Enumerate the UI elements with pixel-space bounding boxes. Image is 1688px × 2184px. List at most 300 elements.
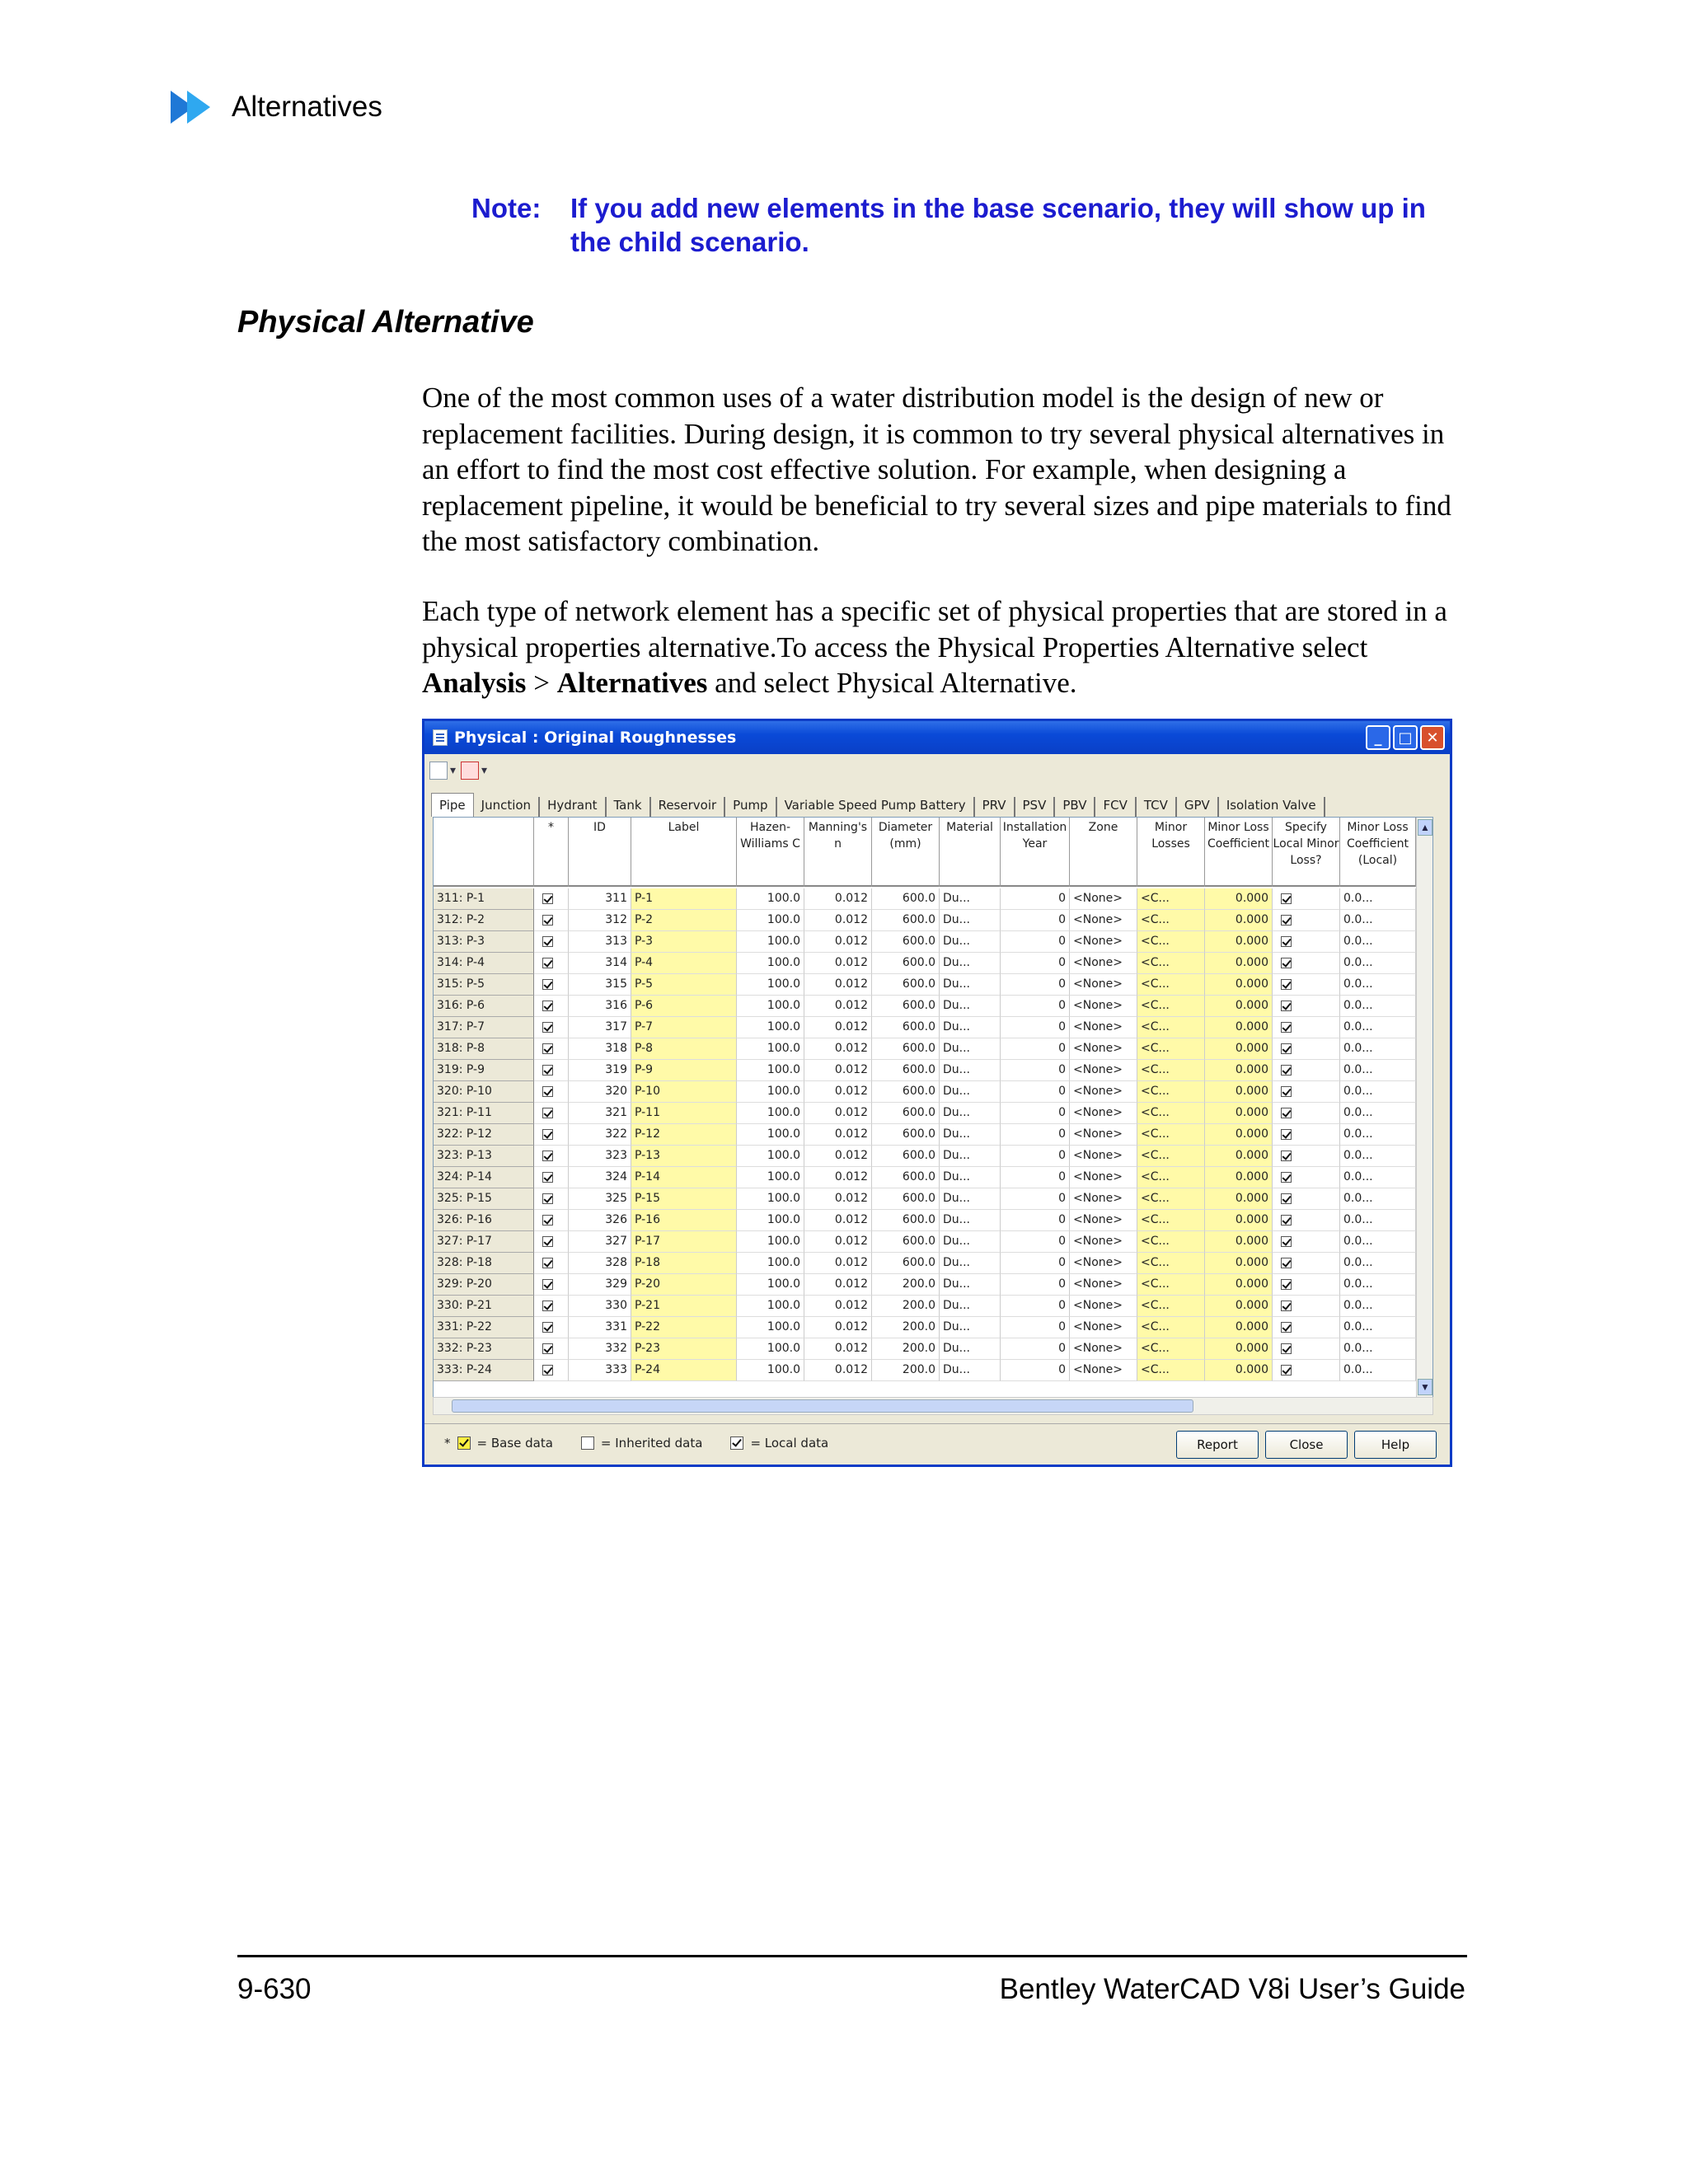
table-cell[interactable]: P-5: [631, 974, 737, 996]
table-cell[interactable]: 600.0: [872, 1167, 940, 1188]
table-row[interactable]: [434, 953, 1432, 974]
table-cell[interactable]: 100.0: [737, 1274, 804, 1296]
row-header[interactable]: 320: P-10: [434, 1081, 534, 1103]
table-cell[interactable]: 317: [569, 1017, 631, 1038]
column-header[interactable]: Zone: [1070, 818, 1137, 887]
table-cell[interactable]: 100.0: [737, 1360, 804, 1381]
table-cell[interactable]: 0.000: [1205, 1338, 1273, 1360]
column-header[interactable]: Diameter (mm): [872, 818, 940, 887]
table-cell[interactable]: 0.012: [804, 996, 872, 1017]
table-cell[interactable]: <C...: [1137, 1253, 1205, 1274]
row-header[interactable]: 314: P-4: [434, 953, 534, 974]
table-cell[interactable]: <None>: [1070, 931, 1137, 953]
scroll-down-icon[interactable]: ▼: [1418, 1379, 1432, 1395]
table-cell[interactable]: P-4: [631, 953, 737, 974]
table-cell[interactable]: 600.0: [872, 1060, 940, 1081]
horizontal-scroll-thumb[interactable]: [452, 1399, 1193, 1413]
table-cell[interactable]: <None>: [1070, 1231, 1137, 1253]
tab-gpv[interactable]: GPV: [1177, 797, 1219, 817]
checkbox-checked-icon[interactable]: [542, 979, 553, 990]
table-row[interactable]: [434, 1210, 1432, 1231]
checkbox-cell[interactable]: [1273, 1081, 1340, 1103]
table-cell[interactable]: Du...: [940, 974, 1001, 996]
table-cell[interactable]: P-1: [631, 888, 737, 910]
table-cell[interactable]: P-23: [631, 1338, 737, 1360]
table-cell[interactable]: 600.0: [872, 1253, 940, 1274]
table-cell[interactable]: <C...: [1137, 1124, 1205, 1146]
checkbox-checked-icon[interactable]: [1281, 1129, 1292, 1140]
row-header[interactable]: 312: P-2: [434, 910, 534, 931]
checkbox-checked-icon[interactable]: [1281, 1108, 1292, 1118]
checkbox-cell[interactable]: [534, 1146, 569, 1167]
table-cell[interactable]: <C...: [1137, 1274, 1205, 1296]
checkbox-cell[interactable]: [534, 910, 569, 931]
table-cell[interactable]: 600.0: [872, 910, 940, 931]
row-header[interactable]: 331: P-22: [434, 1317, 534, 1338]
table-cell[interactable]: 324: [569, 1167, 631, 1188]
table-row[interactable]: [434, 1060, 1432, 1081]
table-cell[interactable]: 0.000: [1205, 1253, 1273, 1274]
checkbox-checked-icon[interactable]: [1281, 1215, 1292, 1226]
table-cell[interactable]: Du...: [940, 953, 1001, 974]
table-cell[interactable]: 330: [569, 1296, 631, 1317]
checkbox-checked-icon[interactable]: [542, 1322, 553, 1333]
table-cell[interactable]: 0: [1001, 1274, 1070, 1296]
checkbox-cell[interactable]: [534, 1338, 569, 1360]
table-cell[interactable]: 100.0: [737, 910, 804, 931]
table-cell[interactable]: <C...: [1137, 910, 1205, 931]
checkbox-cell[interactable]: [1273, 1274, 1340, 1296]
table-cell[interactable]: Du...: [940, 1231, 1001, 1253]
table-cell[interactable]: 0.0...: [1340, 1060, 1416, 1081]
table-cell[interactable]: 0.0...: [1340, 931, 1416, 953]
table-cell[interactable]: 100.0: [737, 1296, 804, 1317]
table-cell[interactable]: Du...: [940, 1017, 1001, 1038]
table-cell[interactable]: 0.000: [1205, 974, 1273, 996]
column-header[interactable]: [434, 818, 534, 887]
table-cell[interactable]: 322: [569, 1124, 631, 1146]
table-cell[interactable]: P-16: [631, 1210, 737, 1231]
table-cell[interactable]: 100.0: [737, 996, 804, 1017]
table-cell[interactable]: 0: [1001, 1188, 1070, 1210]
table-cell[interactable]: <C...: [1137, 953, 1205, 974]
table-cell[interactable]: 0.0...: [1340, 1188, 1416, 1210]
table-cell[interactable]: 0.000: [1205, 1360, 1273, 1381]
column-header[interactable]: Material: [940, 818, 1001, 887]
table-cell[interactable]: 0: [1001, 996, 1070, 1017]
vertical-scrollbar[interactable]: [1416, 818, 1432, 1397]
checkbox-cell[interactable]: [1273, 1103, 1340, 1124]
table-cell[interactable]: 600.0: [872, 953, 940, 974]
table-cell[interactable]: 0: [1001, 1231, 1070, 1253]
table-cell[interactable]: Du...: [940, 1338, 1001, 1360]
table-cell[interactable]: 600.0: [872, 931, 940, 953]
tab-tcv[interactable]: TCV: [1137, 797, 1177, 817]
column-header[interactable]: Minor Losses: [1137, 818, 1205, 887]
table-cell[interactable]: <C...: [1137, 1038, 1205, 1060]
checkbox-checked-icon[interactable]: [1281, 1043, 1292, 1054]
table-cell[interactable]: 200.0: [872, 1360, 940, 1381]
table-cell[interactable]: <None>: [1070, 1124, 1137, 1146]
table-cell[interactable]: <C...: [1137, 1231, 1205, 1253]
table-row[interactable]: [434, 1188, 1432, 1210]
table-cell[interactable]: Du...: [940, 1360, 1001, 1381]
checkbox-checked-icon[interactable]: [1281, 1365, 1292, 1376]
table-cell[interactable]: P-8: [631, 1038, 737, 1060]
checkbox-cell[interactable]: [1273, 974, 1340, 996]
table-cell[interactable]: 600.0: [872, 1146, 940, 1167]
table-cell[interactable]: Du...: [940, 1124, 1001, 1146]
checkbox-checked-icon[interactable]: [1281, 1022, 1292, 1033]
checkbox-cell[interactable]: [1273, 1231, 1340, 1253]
table-cell[interactable]: 0.0...: [1340, 1081, 1416, 1103]
table-cell[interactable]: 600.0: [872, 1103, 940, 1124]
table-cell[interactable]: 0.012: [804, 1081, 872, 1103]
table-cell[interactable]: <None>: [1070, 996, 1137, 1017]
row-header[interactable]: 328: P-18: [434, 1253, 534, 1274]
table-cell[interactable]: 100.0: [737, 1146, 804, 1167]
checkbox-checked-icon[interactable]: [1281, 1258, 1292, 1268]
table-cell[interactable]: 0: [1001, 1296, 1070, 1317]
table-row[interactable]: [434, 1081, 1432, 1103]
table-cell[interactable]: 0.012: [804, 1167, 872, 1188]
row-header[interactable]: 311: P-1: [434, 888, 534, 910]
table-cell[interactable]: P-24: [631, 1360, 737, 1381]
table-cell[interactable]: 0.0...: [1340, 1103, 1416, 1124]
table-cell[interactable]: 0.0...: [1340, 1317, 1416, 1338]
table-cell[interactable]: 0.000: [1205, 1210, 1273, 1231]
table-cell[interactable]: 0.0...: [1340, 1253, 1416, 1274]
table-cell[interactable]: 600.0: [872, 1081, 940, 1103]
table-cell[interactable]: 0.012: [804, 1146, 872, 1167]
table-cell[interactable]: 0.012: [804, 1338, 872, 1360]
checkbox-cell[interactable]: [1273, 1124, 1340, 1146]
checkbox-cell[interactable]: [534, 1124, 569, 1146]
checkbox-cell[interactable]: [1273, 910, 1340, 931]
checkbox-cell[interactable]: [1273, 1167, 1340, 1188]
table-cell[interactable]: <C...: [1137, 1103, 1205, 1124]
table-cell[interactable]: 320: [569, 1081, 631, 1103]
table-cell[interactable]: 333: [569, 1360, 631, 1381]
table-cell[interactable]: 0: [1001, 888, 1070, 910]
tab-hydrant[interactable]: Hydrant: [540, 797, 606, 817]
table-cell[interactable]: 600.0: [872, 888, 940, 910]
table-cell[interactable]: 100.0: [737, 953, 804, 974]
table-cell[interactable]: 0.012: [804, 1296, 872, 1317]
checkbox-checked-icon[interactable]: [542, 936, 553, 947]
row-header[interactable]: 323: P-13: [434, 1146, 534, 1167]
table-cell[interactable]: 0.0...: [1340, 1210, 1416, 1231]
checkbox-cell[interactable]: [1273, 931, 1340, 953]
table-cell[interactable]: Du...: [940, 910, 1001, 931]
checkbox-cell[interactable]: [1273, 1296, 1340, 1317]
table-cell[interactable]: 0.0...: [1340, 888, 1416, 910]
checkbox-cell[interactable]: [1273, 1146, 1340, 1167]
table-cell[interactable]: 0.012: [804, 910, 872, 931]
table-cell[interactable]: 0.012: [804, 1360, 872, 1381]
table-cell[interactable]: <C...: [1137, 1360, 1205, 1381]
table-cell[interactable]: 0.0...: [1340, 1338, 1416, 1360]
table-cell[interactable]: <C...: [1137, 996, 1205, 1017]
table-cell[interactable]: 100.0: [737, 1338, 804, 1360]
checkbox-cell[interactable]: [1273, 1338, 1340, 1360]
table-cell[interactable]: 0.012: [804, 1103, 872, 1124]
table-cell[interactable]: 0.0...: [1340, 1124, 1416, 1146]
checkbox-checked-icon[interactable]: [1281, 1172, 1292, 1183]
table-row[interactable]: [434, 1146, 1432, 1167]
table-row[interactable]: [434, 888, 1432, 910]
column-header[interactable]: Label: [631, 818, 737, 887]
help-button[interactable]: Help: [1354, 1431, 1437, 1459]
table-cell[interactable]: <C...: [1137, 1317, 1205, 1338]
table-cell[interactable]: 0: [1001, 931, 1070, 953]
table-cell[interactable]: 332: [569, 1338, 631, 1360]
checkbox-cell[interactable]: [534, 931, 569, 953]
table-cell[interactable]: 0.012: [804, 1060, 872, 1081]
table-cell[interactable]: 0: [1001, 1017, 1070, 1038]
select-tool[interactable]: ▾: [429, 760, 456, 781]
table-cell[interactable]: 0.000: [1205, 1274, 1273, 1296]
table-cell[interactable]: <None>: [1070, 1360, 1137, 1381]
table-cell[interactable]: 0.000: [1205, 1188, 1273, 1210]
table-row[interactable]: [434, 974, 1432, 996]
table-cell[interactable]: Du...: [940, 1210, 1001, 1231]
table-cell[interactable]: 0.012: [804, 1210, 872, 1231]
checkbox-checked-icon[interactable]: [1281, 1343, 1292, 1354]
table-cell[interactable]: P-20: [631, 1274, 737, 1296]
checkbox-cell[interactable]: [534, 888, 569, 910]
table-cell[interactable]: P-21: [631, 1296, 737, 1317]
table-cell[interactable]: 0.000: [1205, 1167, 1273, 1188]
checkbox-checked-icon[interactable]: [542, 1108, 553, 1118]
table-cell[interactable]: 319: [569, 1060, 631, 1081]
table-cell[interactable]: Du...: [940, 1081, 1001, 1103]
checkbox-cell[interactable]: [534, 1253, 569, 1274]
row-header[interactable]: 325: P-15: [434, 1188, 534, 1210]
table-cell[interactable]: 0.000: [1205, 888, 1273, 910]
table-cell[interactable]: 0.012: [804, 1253, 872, 1274]
table-cell[interactable]: <None>: [1070, 910, 1137, 931]
table-cell[interactable]: 0.012: [804, 974, 872, 996]
table-cell[interactable]: 323: [569, 1146, 631, 1167]
checkbox-cell[interactable]: [1273, 1360, 1340, 1381]
row-header[interactable]: 329: P-20: [434, 1274, 534, 1296]
table-cell[interactable]: P-22: [631, 1317, 737, 1338]
table-cell[interactable]: 0: [1001, 1146, 1070, 1167]
table-cell[interactable]: 600.0: [872, 1038, 940, 1060]
table-cell[interactable]: 316: [569, 996, 631, 1017]
table-cell[interactable]: 0.0...: [1340, 1274, 1416, 1296]
checkbox-checked-icon[interactable]: [542, 1279, 553, 1290]
checkbox-checked-icon[interactable]: [542, 1043, 553, 1054]
checkbox-checked-icon[interactable]: [542, 1258, 553, 1268]
table-cell[interactable]: <C...: [1137, 888, 1205, 910]
table-cell[interactable]: 0.0...: [1340, 1360, 1416, 1381]
table-cell[interactable]: 100.0: [737, 1253, 804, 1274]
table-cell[interactable]: 329: [569, 1274, 631, 1296]
table-cell[interactable]: 100.0: [737, 1103, 804, 1124]
table-cell[interactable]: 0: [1001, 1060, 1070, 1081]
tab-variable-speed-pump-battery[interactable]: Variable Speed Pump Battery: [777, 797, 975, 817]
table-cell[interactable]: <None>: [1070, 953, 1137, 974]
table-cell[interactable]: <None>: [1070, 1060, 1137, 1081]
table-cell[interactable]: 313: [569, 931, 631, 953]
tab-junction[interactable]: Junction: [474, 797, 540, 817]
checkbox-cell[interactable]: [534, 1038, 569, 1060]
table-cell[interactable]: 312: [569, 910, 631, 931]
table-cell[interactable]: <C...: [1137, 1060, 1205, 1081]
table-row[interactable]: [434, 910, 1432, 931]
table-cell[interactable]: 0: [1001, 1038, 1070, 1060]
table-cell[interactable]: 0: [1001, 1124, 1070, 1146]
checkbox-checked-icon[interactable]: [1281, 893, 1292, 904]
table-cell[interactable]: 600.0: [872, 1017, 940, 1038]
table-cell[interactable]: P-9: [631, 1060, 737, 1081]
checkbox-checked-icon[interactable]: [1281, 1236, 1292, 1247]
tab-pbv[interactable]: PBV: [1055, 797, 1095, 817]
table-cell[interactable]: 100.0: [737, 888, 804, 910]
column-header[interactable]: Minor Loss Coefficient: [1205, 818, 1273, 887]
table-cell[interactable]: <C...: [1137, 974, 1205, 996]
column-header[interactable]: Installation Year: [1001, 818, 1070, 887]
table-cell[interactable]: <None>: [1070, 1317, 1137, 1338]
checkbox-cell[interactable]: [1273, 1060, 1340, 1081]
table-cell[interactable]: 0.012: [804, 1188, 872, 1210]
table-cell[interactable]: P-13: [631, 1146, 737, 1167]
checkbox-checked-icon[interactable]: [542, 1365, 553, 1376]
table-cell[interactable]: 600.0: [872, 1124, 940, 1146]
checkbox-cell[interactable]: [534, 1081, 569, 1103]
table-cell[interactable]: P-14: [631, 1167, 737, 1188]
table-cell[interactable]: 200.0: [872, 1274, 940, 1296]
table-cell[interactable]: <None>: [1070, 1146, 1137, 1167]
table-cell[interactable]: 0.0...: [1340, 1231, 1416, 1253]
tab-psv[interactable]: PSV: [1015, 797, 1056, 817]
checkbox-checked-icon[interactable]: [1281, 1301, 1292, 1311]
tab-reservoir[interactable]: Reservoir: [651, 797, 726, 817]
table-cell[interactable]: 600.0: [872, 1210, 940, 1231]
table-cell[interactable]: 0.0...: [1340, 1167, 1416, 1188]
row-header[interactable]: 319: P-9: [434, 1060, 534, 1081]
table-cell[interactable]: 0.012: [804, 1274, 872, 1296]
table-row[interactable]: [434, 1274, 1432, 1296]
checkbox-cell[interactable]: [534, 1017, 569, 1038]
checkbox-cell[interactable]: [534, 996, 569, 1017]
table-cell[interactable]: <C...: [1137, 1338, 1205, 1360]
checkbox-checked-icon[interactable]: [1281, 1151, 1292, 1161]
checkbox-checked-icon[interactable]: [542, 1215, 553, 1226]
table-cell[interactable]: 0.0...: [1340, 996, 1416, 1017]
table-cell[interactable]: 0: [1001, 953, 1070, 974]
table-cell[interactable]: 600.0: [872, 1188, 940, 1210]
table-cell[interactable]: <None>: [1070, 1296, 1137, 1317]
checkbox-cell[interactable]: [1273, 1317, 1340, 1338]
checkbox-cell[interactable]: [534, 1317, 569, 1338]
table-cell[interactable]: 100.0: [737, 1017, 804, 1038]
table-cell[interactable]: 0.000: [1205, 1317, 1273, 1338]
table-cell[interactable]: 0: [1001, 974, 1070, 996]
table-cell[interactable]: <C...: [1137, 931, 1205, 953]
checkbox-checked-icon[interactable]: [542, 893, 553, 904]
table-cell[interactable]: P-7: [631, 1017, 737, 1038]
horizontal-scrollbar[interactable]: [433, 1397, 1433, 1415]
column-header[interactable]: Minor Loss Coefficient (Local): [1340, 818, 1416, 887]
table-cell[interactable]: 100.0: [737, 1167, 804, 1188]
table-cell[interactable]: 0: [1001, 1210, 1070, 1231]
checkbox-cell[interactable]: [1273, 953, 1340, 974]
table-cell[interactable]: 0.0...: [1340, 974, 1416, 996]
table-cell[interactable]: <None>: [1070, 1081, 1137, 1103]
table-row[interactable]: [434, 1360, 1432, 1381]
table-cell[interactable]: 318: [569, 1038, 631, 1060]
table-row[interactable]: [434, 1317, 1432, 1338]
table-cell[interactable]: 600.0: [872, 1231, 940, 1253]
table-cell[interactable]: <None>: [1070, 1210, 1137, 1231]
table-cell[interactable]: 325: [569, 1188, 631, 1210]
checkbox-checked-icon[interactable]: [542, 1236, 553, 1247]
checkbox-cell[interactable]: [1273, 1017, 1340, 1038]
column-header[interactable]: Manning's n: [804, 818, 872, 887]
checkbox-cell[interactable]: [534, 1296, 569, 1317]
table-cell[interactable]: 200.0: [872, 1296, 940, 1317]
table-cell[interactable]: Du...: [940, 1167, 1001, 1188]
table-cell[interactable]: Du...: [940, 1317, 1001, 1338]
table-cell[interactable]: <C...: [1137, 1188, 1205, 1210]
table-cell[interactable]: P-12: [631, 1124, 737, 1146]
table-cell[interactable]: <C...: [1137, 1017, 1205, 1038]
checkbox-cell[interactable]: [534, 953, 569, 974]
table-cell[interactable]: 0.000: [1205, 1296, 1273, 1317]
table-cell[interactable]: 0.0...: [1340, 1146, 1416, 1167]
checkbox-checked-icon[interactable]: [1281, 1065, 1292, 1076]
table-cell[interactable]: <None>: [1070, 1338, 1137, 1360]
table-cell[interactable]: 0: [1001, 1338, 1070, 1360]
table-cell[interactable]: P-6: [631, 996, 737, 1017]
table-cell[interactable]: <None>: [1070, 1167, 1137, 1188]
checkbox-cell[interactable]: [534, 974, 569, 996]
checkbox-cell[interactable]: [534, 1210, 569, 1231]
table-cell[interactable]: 0.000: [1205, 910, 1273, 931]
table-cell[interactable]: 314: [569, 953, 631, 974]
table-cell[interactable]: 0: [1001, 1103, 1070, 1124]
table-row[interactable]: [434, 1167, 1432, 1188]
row-header[interactable]: 321: P-11: [434, 1103, 534, 1124]
table-cell[interactable]: <None>: [1070, 1188, 1137, 1210]
row-header[interactable]: 316: P-6: [434, 996, 534, 1017]
table-cell[interactable]: 0: [1001, 910, 1070, 931]
tab-tank[interactable]: Tank: [607, 797, 651, 817]
checkbox-checked-icon[interactable]: [1281, 915, 1292, 926]
table-cell[interactable]: 0.0...: [1340, 1296, 1416, 1317]
scroll-up-icon[interactable]: ▲: [1418, 819, 1432, 836]
row-header[interactable]: 330: P-21: [434, 1296, 534, 1317]
table-cell[interactable]: 321: [569, 1103, 631, 1124]
table-cell[interactable]: <None>: [1070, 1274, 1137, 1296]
row-header[interactable]: 326: P-16: [434, 1210, 534, 1231]
table-cell[interactable]: P-2: [631, 910, 737, 931]
checkbox-checked-icon[interactable]: [1281, 1001, 1292, 1011]
table-cell[interactable]: 100.0: [737, 1210, 804, 1231]
row-header[interactable]: 317: P-7: [434, 1017, 534, 1038]
checkbox-checked-icon[interactable]: [1281, 1193, 1292, 1204]
table-row[interactable]: [434, 1338, 1432, 1360]
table-cell[interactable]: 0.012: [804, 1038, 872, 1060]
table-cell[interactable]: 0.012: [804, 888, 872, 910]
table-row[interactable]: [434, 1017, 1432, 1038]
table-cell[interactable]: 327: [569, 1231, 631, 1253]
minimize-button[interactable]: _: [1366, 725, 1390, 750]
table-cell[interactable]: 326: [569, 1210, 631, 1231]
